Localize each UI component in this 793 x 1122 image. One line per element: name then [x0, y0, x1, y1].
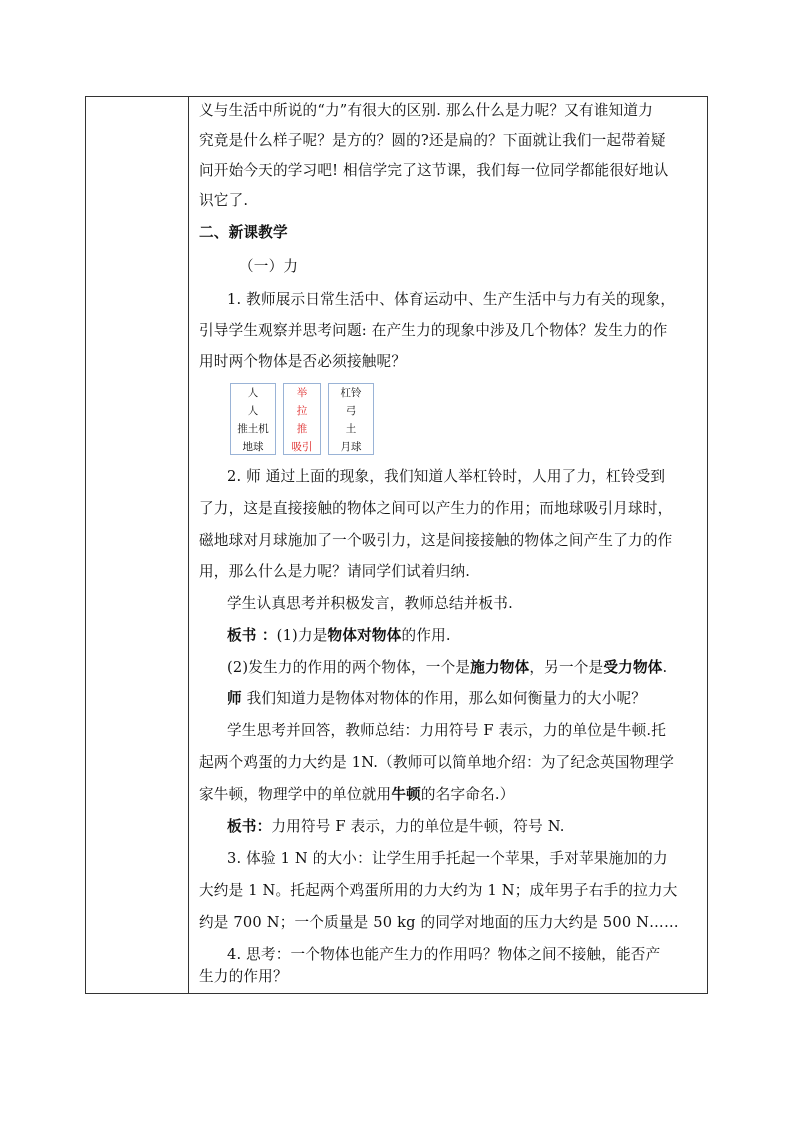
board-text: (2)发生力的作用的两个物体，一个是 [227, 659, 471, 676]
figure-cell: 举 [296, 387, 308, 399]
board-text: (1)力是 [276, 627, 328, 644]
figure-cell: 月球 [340, 441, 362, 453]
board-label: 板书： [227, 818, 272, 835]
text-line: 问开始今天的学习吧! 相信学完了这节课，我们每一位同学都能很好地认 [199, 162, 669, 179]
section-heading: 二、新课教学 [199, 224, 288, 241]
board-note-2 [227, 658, 667, 678]
text-line: 起两个鸡蛋的力大约是 1N.（教师可以简单地介绍：为了纪念英国物理学 [199, 754, 675, 771]
text-line: 学生认真思考并积极发言，教师总结并板书. [227, 595, 513, 612]
text-line: 识它了. [199, 192, 249, 209]
board-emphasis: 施力物体 [470, 659, 530, 676]
text-line: 了力，这是直接接触的物体之间可以产生力的作用；而地球吸引月球时， [199, 500, 673, 517]
figure-column-subject [230, 383, 276, 455]
text-line: 3. 体验 1 N 的大小：让学生用手托起一个苹果，手对苹果施加的力 [227, 850, 668, 867]
text-line: 引导学生观察并思考问题: 在产生力的现象中涉及几个物体？发生力的作 [199, 322, 668, 339]
text-line-newton [199, 785, 515, 805]
figure-cell: 人 [247, 405, 259, 417]
text-span: 的名字命名.） [420, 786, 515, 803]
text-line: 磁地球对月球施加了一个吸引力，这是间接接触的物体之间产生了力的作 [199, 532, 673, 549]
text-line: 用时两个物体是否必须接触呢？ [199, 353, 407, 370]
board-emphasis: 物体对物体 [327, 627, 402, 644]
teacher-question [227, 689, 646, 709]
text-emphasis: 牛顿 [391, 786, 421, 803]
force-examples-figure [230, 383, 374, 455]
text-line: 学生思考并回答，教师总结：力用符号 F 表示，力的单位是牛顿.托 [227, 722, 667, 739]
figure-cell: 土 [345, 423, 357, 435]
figure-cell: 吸引 [291, 441, 313, 453]
text-line: 1. 教师展示日常生活中、体育运动中、生产生活中与力有关的现象， [227, 291, 676, 308]
board-text: 的作用. [401, 627, 451, 644]
board-text: 力用符号 F 表示，力的单位是牛顿，符号 N. [271, 818, 565, 835]
text-line: 4. 思考：一个物体也能产生力的作用吗？物体之间不接触，能否产 [227, 946, 661, 963]
left-column-cell [86, 97, 189, 993]
board-label: 板书 ： [227, 627, 277, 644]
figure-cell: 拉 [296, 405, 308, 417]
figure-cell: 人 [247, 387, 259, 399]
board-text: . [662, 659, 668, 676]
board-note-3 [227, 817, 565, 837]
text-line: 约是 700 N；一个质量是 50 kg 的同学对地面的压力大约是 500 N…… [199, 914, 679, 931]
board-emphasis: 受力物体 [603, 659, 663, 676]
board-text: ，另一个是 [529, 659, 604, 676]
figure-cell: 弓 [345, 405, 357, 417]
figure-cell: 杠铃 [340, 387, 362, 399]
figure-column-action [283, 383, 321, 455]
text-line: 究竟是什么样子呢？是方的？圆的?还是扁的？下面就让我们一起带着疑 [199, 132, 666, 149]
text-line: 生力的作用？ [199, 968, 288, 985]
text-line: 2. 师 通过上面的现象，我们知道人举杠铃时，人用了力，杠铃受到 [227, 468, 666, 485]
text-span: 家牛顿，物理学中的单位就用 [199, 786, 392, 803]
figure-column-object [328, 383, 374, 455]
teacher-text: 我们知道力是物体对物体的作用，那么如何衡量力的大小呢？ [241, 690, 647, 707]
figure-cell: 推土机 [237, 423, 269, 435]
figure-cell: 推 [296, 423, 308, 435]
text-line: 义与生活中所说的“力”有很大的区别. 那么什么是力呢？又有谁知道力 [199, 102, 654, 119]
text-line: 用，那么什么是力呢？请同学们试着归纳. [199, 563, 471, 580]
figure-cell: 地球 [242, 441, 264, 453]
board-note-1 [227, 626, 451, 646]
text-line: 大约是 1 N。托起两个鸡蛋所用的力大约为 1 N；成年男子右手的拉力大 [199, 882, 678, 899]
teacher-label: 师 [227, 690, 242, 707]
lesson-table [85, 96, 708, 994]
subsection-heading: （一）力 [239, 258, 299, 275]
